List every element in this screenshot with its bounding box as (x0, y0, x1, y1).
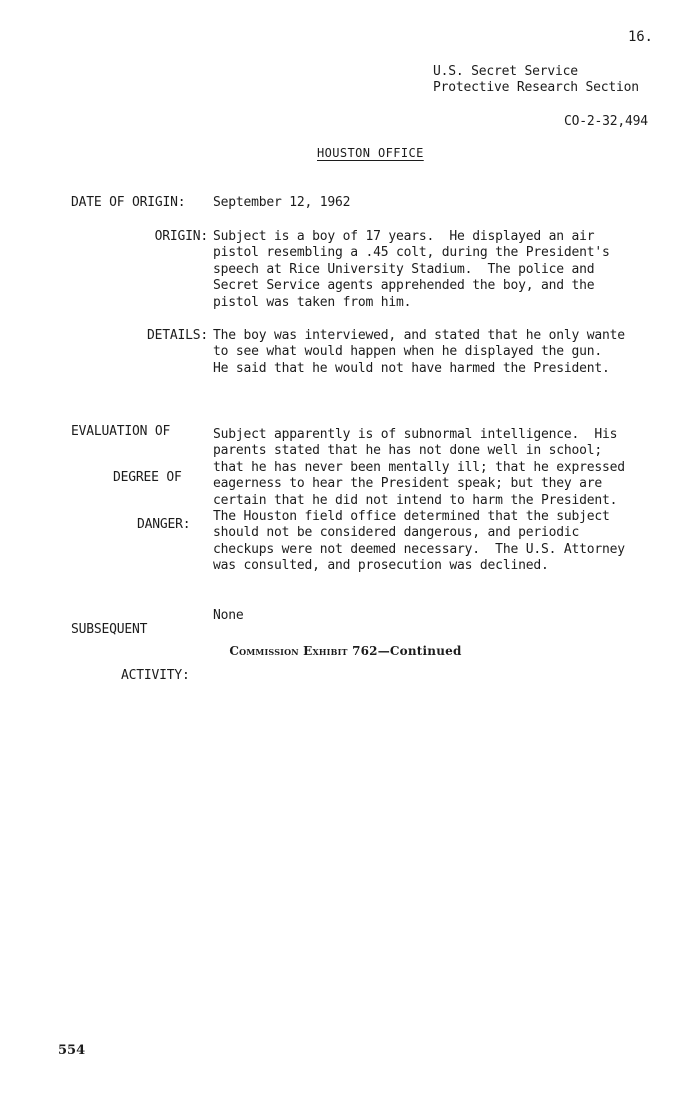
evaluation-label-line: EVALUATION OF (71, 424, 171, 439)
page-number: 16. (628, 29, 653, 45)
evaluation-label-line: DEGREE OF (113, 470, 182, 486)
office-heading: HOUSTON OFFICE (317, 146, 424, 160)
file-number: CO-2-32,494 (564, 114, 648, 129)
origin-label: ORIGIN: (154, 229, 208, 244)
origin-line: Secret Service agents apprehended the boy, and the (213, 278, 595, 294)
origin-line: pistol was taken from him. (213, 294, 412, 310)
evaluation-line: eagerness to hear the President speak; but they are (213, 476, 602, 492)
origin-line: Subject is a boy of 17 years. He displayed an air (213, 229, 595, 244)
details-label: DETAILS: (146, 328, 208, 343)
footer-page-number: 554 (58, 1043, 86, 1058)
details-line: He said that he would not have harmed the President. (213, 360, 610, 376)
subsequent-label-line: ACTIVITY: (121, 668, 190, 684)
evaluation-label (71, 394, 190, 563)
evaluation-line: should not be considered dangerous, and periodic (213, 525, 580, 541)
details-line: The boy was interviewed, and stated that he only wante (213, 328, 625, 343)
agency-line-2: Protective Research Section (433, 80, 639, 96)
date-of-origin-label: DATE OF ORIGIN: (71, 195, 186, 210)
agency-block (433, 64, 639, 97)
evaluation-label-line: DANGER: (137, 516, 191, 532)
origin-line: speech at Rice University Stadium. The police and (213, 261, 595, 277)
evaluation-line: certain that he did not intend to harm the President. (213, 492, 618, 508)
evaluation-line: parents stated that he has not done well in school; (213, 443, 602, 459)
evaluation-line: was consulted, and prosecution was declined. (213, 558, 549, 574)
date-of-origin-value: September 12, 1962 (213, 195, 351, 210)
details-text (213, 328, 673, 377)
evaluation-line: that he has never been mentally ill; that he expressed (213, 459, 625, 475)
evaluation-line: Subject apparently is of subnormal intelligence. His (213, 427, 618, 442)
evaluation-line: checkups were not deemed necessary. The U.S. Attorney (213, 541, 625, 557)
subsequent-activity-value: None (213, 608, 244, 623)
exhibit-caption (0, 644, 691, 658)
subsequent-label-line: SUBSEQUENT (71, 622, 148, 637)
origin-line: pistol resembling a .45 colt, during the President's (213, 245, 610, 261)
exhibit-caption-prefix: Commission Exhibit 762 (229, 644, 378, 658)
evaluation-text (213, 427, 673, 575)
details-line: to see what would happen when he displayed the gun. (213, 344, 602, 360)
origin-text (213, 229, 673, 311)
evaluation-line: The Houston field office determined that the subject (213, 509, 610, 525)
exhibit-caption-suffix: —Continued (377, 644, 462, 658)
agency-line-1: U.S. Secret Service (433, 64, 578, 79)
